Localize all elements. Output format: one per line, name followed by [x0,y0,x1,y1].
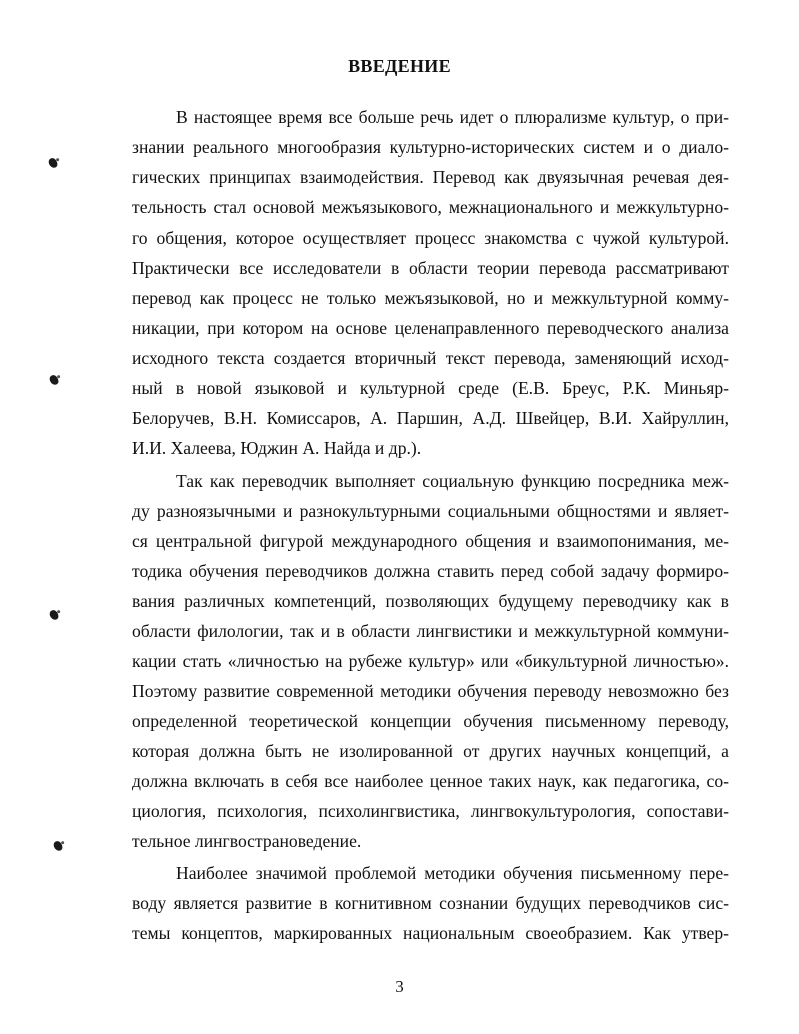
text-line: Наиболее значимой проблемой методики обучения письменному пере- [176,863,729,883]
text-line: И.И. Халеева, Юджин А. Найда и др.). [132,438,422,458]
text-line: тодика обучения переводчиков должна ставить перед собой задачу формиро- [132,561,729,581]
text-line: Белоручев, В.Н. Комиссаров, А. Паршин, А.Д. Швейцер, В.И. Хайруллин, [132,408,729,428]
text-line: циология, психология, психолингвистика, лингвокультурология, сопостави- [132,801,729,821]
text-line: перевод как процесс не только межъязыковой, но и межкультурной комму- [132,288,729,308]
text-line: го общения, которое осуществляет процесс знакомства с чужой культурой. [132,228,729,248]
text-line: области филологии, так и в области лингвистики и межкультурной коммуни- [132,621,729,641]
text-line: должна включать в себя все наиболее ценное таких наук, как педагогика, со- [132,771,729,791]
text-line: ся центральной фигурой международного общения и взаимопонимания, ме- [132,531,729,551]
text-line: никации, при котором на основе целенаправленного переводческого анализа [132,318,729,338]
scan-mark-1 [48,157,59,169]
text-line: вания различных компетенций, позволяющих будущему переводчику как в [132,591,729,611]
text-line: которая должна быть не изолированной от других научных концепций, а [132,741,729,761]
text-line: воду является развитие в когнитивном сознании будущих переводчиков сис- [132,893,729,913]
text-line: тельность стал основой межъязыкового, межнационального и межкультурно- [132,197,729,217]
scan-mark-2 [49,374,60,386]
text-line: ду разноязычными и разнокультурными социальными общностями и являет- [132,501,729,521]
text-line: Так как переводчик выполняет социальную функцию посредника меж- [176,471,729,491]
text-line: Практически все исследователи в области теории перевода рассматривают [132,258,729,278]
text-line: В настоящее время все больше речь идет о плюрализме культур, о при- [176,107,729,127]
text-line: определенной теоретической концепции обучения письменному переводу, [132,711,729,731]
text-line: темы концептов, маркированных национальным своеобразием. Как утвер- [132,923,729,943]
text-line: тельное лингвострановедение. [132,831,362,851]
text-line: Поэтому развитие современной методики обучения переводу невозможно без [132,681,729,701]
page-title: ВВЕДЕНИЕ [348,56,451,76]
scan-mark-3 [49,609,60,621]
text-line: кации стать «личностью на рубеже культур» или «бикультурной личностью». [132,651,729,671]
scan-mark-4 [53,840,64,852]
text-line: гических принципах взаимодействия. Перевод как двуязычная речевая дея- [132,167,729,187]
page-number: 3 [395,977,404,996]
text-line: ный в новой языковой и культурной среде (Е.В. Бреус, Р.К. Миньяр- [132,378,729,398]
text-line: исходного текста создается вторичный текст перевода, заменяющий исход- [132,348,729,368]
text-line: знании реального многообразия культурно-исторических систем и о диало- [132,137,729,157]
